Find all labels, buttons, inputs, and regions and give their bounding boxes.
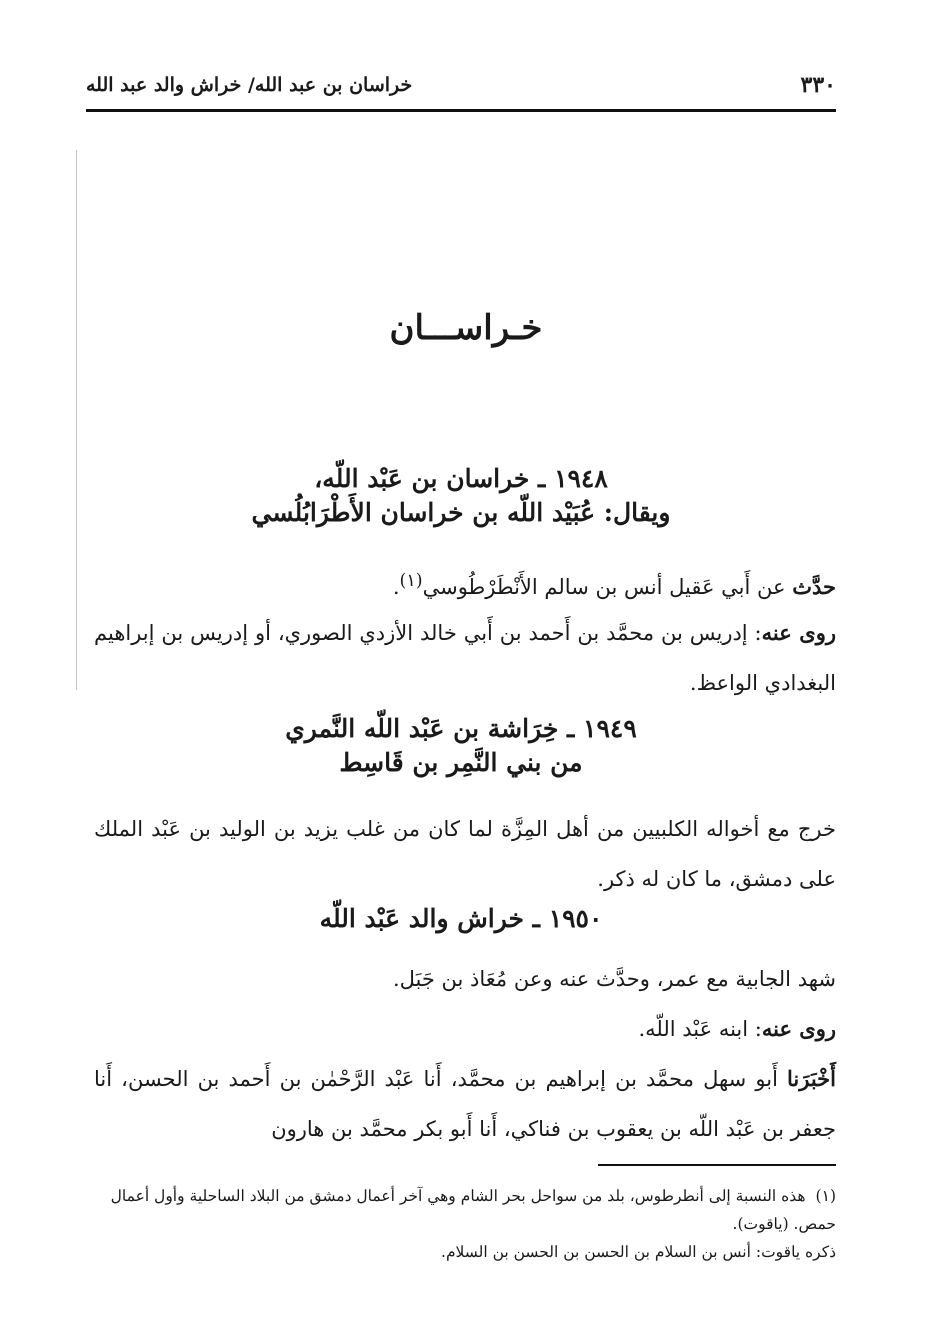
footnote-number: (١) [815, 1187, 836, 1205]
footnote-text: هذه النسبة إلى أنطرطوس، بلد من سواحل بحر الشام وهي آخر أعمال دمشق من البلاد الساحلية وأول أعمال حمص. (ياقوت). [110, 1187, 836, 1233]
entry-body: خرج مع أخواله الكلبيين من أهل المِزَّة لما كان من غلب يزيد بن الوليد بن عَبْد الملك على دمشق، ما كان له ذكر. [94, 817, 836, 891]
running-title: خراسان بن عبد الله/ خراش والد عبد الله [86, 74, 413, 96]
entry-1949-text [94, 804, 836, 904]
chapter-title: خـراســـان [389, 308, 543, 348]
entry-1950-narrators [94, 1004, 836, 1054]
page-header [86, 72, 836, 112]
narrators-text: : ابنه عَبْد اللّه. [638, 1017, 762, 1041]
entry-name: ١٩٤٩ ـ خِرَاشة بن عَبْد اللّه النَّمري [285, 714, 637, 743]
lead-word: أَخْبَرَنا [787, 1066, 836, 1091]
entry-body: شهد الجابية مع عمر، وحدَّث عنه وعن مُعَاذ بن جَبَل. [392, 967, 836, 991]
entry-heading-1950 [86, 902, 836, 936]
footnote-ref: (١) [399, 571, 423, 591]
narrators-text: : إدريس بن محمَّد بن أَحمد بن أَبي خالد الأزدي الصوري، أو إدريس بن إبراهيم البغدادي الواعظ. [94, 621, 836, 695]
footnote-separator [598, 1164, 836, 1166]
footnote-1 [94, 1182, 836, 1238]
punctuation: . [392, 575, 400, 599]
footnotes [94, 1182, 836, 1266]
entry-alt-name: ويقال: عُبَيْد اللّه بن خراسان الأَطْرَابُلُسي [251, 497, 671, 527]
footnote-1-extra: ذكره ياقوت: أنس بن السلام بن الحسن بن الحسن بن السلام. [441, 1243, 836, 1261]
entry-name: ١٩٤٨ ـ خراسان بن عَبْد اللّه، [314, 464, 608, 493]
scan-gutter-line [76, 150, 77, 690]
lead-word: حدَّث [792, 574, 836, 599]
isnad-text: أَبو سهل محمَّد بن إبراهيم بن محمَّد، أَنا عَبْد الرَّحْمٰن بن أَحمد بن الحسن، أَنا جعفر بن عَبْد اللّه بن يعقوب بن فناكي، أَنا أَبو بكر محمَّد بن هارون [94, 1067, 836, 1141]
entry-name: ١٩٥٠ ـ خراش والد عَبْد اللّه [319, 904, 603, 933]
lead-word: روى عنه [761, 1016, 836, 1041]
entry-heading-1949 [86, 712, 836, 780]
entry-1950-text [94, 954, 836, 1004]
header-rule [86, 109, 836, 112]
entry-heading-1948 [86, 462, 836, 530]
narration-text: عن أَبي عَقيل أنس بن سالم الأَنْطَرْطُوسي [422, 575, 793, 599]
entry-1948-narration [94, 556, 836, 612]
page-number: ٣٣٠ [800, 72, 836, 98]
entry-lineage: من بني النَّمِر بن قَاسِط [339, 747, 583, 777]
lead-word: روى عنه [761, 620, 837, 645]
entry-1950-isnad [94, 1054, 836, 1154]
entry-1948-narrators [94, 608, 836, 708]
